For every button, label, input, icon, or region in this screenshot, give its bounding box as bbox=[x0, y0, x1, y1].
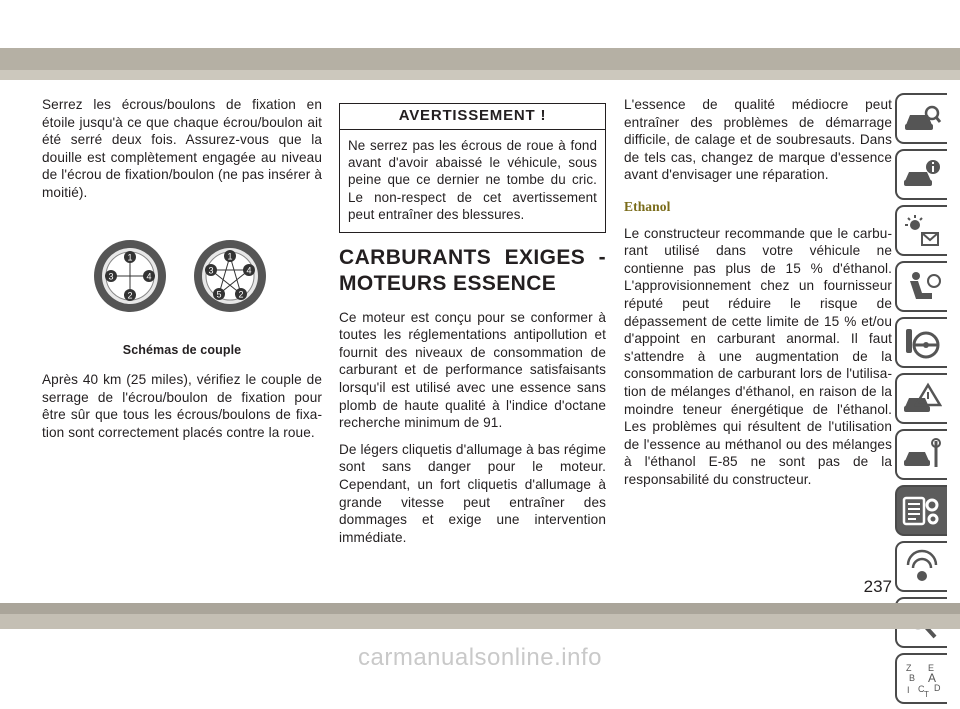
index-letter: T bbox=[924, 689, 929, 697]
tab-seat-airbag[interactable] bbox=[895, 261, 947, 312]
wheel-5-lug-diagram bbox=[192, 238, 268, 314]
car-service-icon bbox=[902, 437, 942, 473]
lug-label: 2 bbox=[127, 290, 133, 301]
wheel-4-lug-diagram bbox=[92, 238, 168, 314]
index-letter: D bbox=[934, 682, 941, 693]
paragraph-tightening: Serrez les écrous/boulons de fixation en étoile jusqu'à ce que chaque écrou/boulon ait été serré deux fois. Assurez-vous que la douille est complètement engagée au niveau de l'écrou de fixation/boulon (ne pas insérer à moitié). bbox=[42, 97, 322, 200]
tab-car-service[interactable] bbox=[895, 429, 947, 480]
subsection-title: Ethanol bbox=[624, 198, 671, 214]
lug-label: 2 bbox=[238, 289, 244, 300]
index-letter: A bbox=[928, 670, 937, 685]
index-letter: Z bbox=[906, 662, 912, 673]
warning-box bbox=[339, 103, 606, 233]
specifications-icon bbox=[902, 493, 942, 529]
tab-warning-lights[interactable] bbox=[895, 205, 947, 256]
tab-car-search[interactable] bbox=[895, 93, 947, 144]
watermark: carmanualsonline.info bbox=[358, 644, 602, 671]
page-number: 237 bbox=[863, 577, 892, 596]
index-letter: I bbox=[907, 684, 910, 695]
lug-label: 4 bbox=[246, 265, 252, 276]
warning-lights-icon bbox=[902, 213, 942, 249]
multimedia-icon bbox=[902, 549, 942, 585]
lug-label: 1 bbox=[227, 251, 233, 262]
tab-emergency[interactable] bbox=[895, 373, 947, 424]
column-middle bbox=[339, 103, 606, 555]
paragraph-poor-fuel: L'essence de qualité médiocre peut entraîner des problèmes de démarrage difficile, de calage et de soubresauts. Dans de tels cas, changez de marque d'essence avant d'envisager une réparation. bbox=[624, 97, 892, 183]
top-band bbox=[0, 48, 960, 70]
tab-multimedia[interactable] bbox=[895, 541, 947, 592]
lug-label: 4 bbox=[146, 271, 152, 282]
tab-steering[interactable] bbox=[895, 317, 947, 368]
emergency-icon bbox=[902, 381, 942, 417]
car-search-icon bbox=[902, 101, 942, 137]
index-letter: B bbox=[909, 672, 916, 683]
column-right bbox=[624, 96, 892, 497]
car-info-icon bbox=[902, 157, 942, 193]
torque-pattern-figure bbox=[42, 238, 322, 334]
paragraph-recheck: Après 40 km (25 miles), vérifiez le couple de serrage de l'écrou/boulon de fixation pour être sûr que tous les écrous/boulons de fixation sont correctement placés contre la roue. bbox=[42, 372, 322, 440]
warning-body: Ne serrez pas les écrous de roue à fond avant d'avoir abaissé le véhicule, sous peine que ce dernier ne tombe du cric. Le non-respect de cet avertissement peut entraîner des blessures. bbox=[348, 137, 597, 223]
top-band-light bbox=[0, 70, 960, 80]
warning-title: AVERTISSEMENT ! bbox=[340, 104, 605, 130]
index-letter: C bbox=[918, 683, 925, 694]
section-title: CARBURANTS EXIGES - MOTEURS ESSENCE bbox=[339, 245, 606, 295]
paragraph-engine: Ce moteur est conçu pour se conformer à toutes les réglementations antipollution et fournit des niveaux de consommation de carburant et de performance satisfaisants lorsqu'il est utilisé avec une essence sans plomb de haute qualité à l'indice d'octane recherche minimum de 91. bbox=[339, 309, 606, 431]
steering-wheel-icon bbox=[902, 325, 942, 361]
index-letter: E bbox=[928, 662, 935, 673]
bottom-band-light bbox=[0, 614, 960, 629]
paragraph-knock: De légers cliquetis d'allumage à bas régime sont sans danger pour le moteur. Cependant, un fort cliquetis d'allumage à grande vitesse peut entraîner des dommages et exige une intervention immédiate. bbox=[339, 441, 606, 545]
lug-label: 5 bbox=[216, 289, 222, 300]
lug-label: 1 bbox=[127, 252, 133, 263]
figure-caption: Schémas de couple bbox=[122, 342, 242, 357]
column-left bbox=[42, 96, 322, 451]
seat-airbag-icon bbox=[902, 269, 942, 305]
lug-label: 3 bbox=[108, 271, 114, 282]
tab-car-info[interactable] bbox=[895, 149, 947, 200]
lug-label: 3 bbox=[208, 265, 214, 276]
paragraph-ethanol: Le constructeur recommande que le carburant utilisé dans votre véhicule ne contienne pas plus de 15 % d'éthanol. L'approvisionnement chez un fournisseur réputé peut réduire le risque de dépassement de cette limite de 15 % et/ou d'appoint en carburant anormal. Il faut s'attendre à une augmentation de la consommation de carburant lors de l'utilisation de mélanges d'éthanol, en raison de la moindre teneur énergétique de l'éthanol. Les problèmes qui résultent de l'utilisation de l'essence au méthanol ou des mélanges à l'éthanol E-85 ne sont pas de la responsabilité du constructeur. bbox=[624, 225, 892, 487]
tab-specifications[interactable] bbox=[895, 485, 947, 536]
